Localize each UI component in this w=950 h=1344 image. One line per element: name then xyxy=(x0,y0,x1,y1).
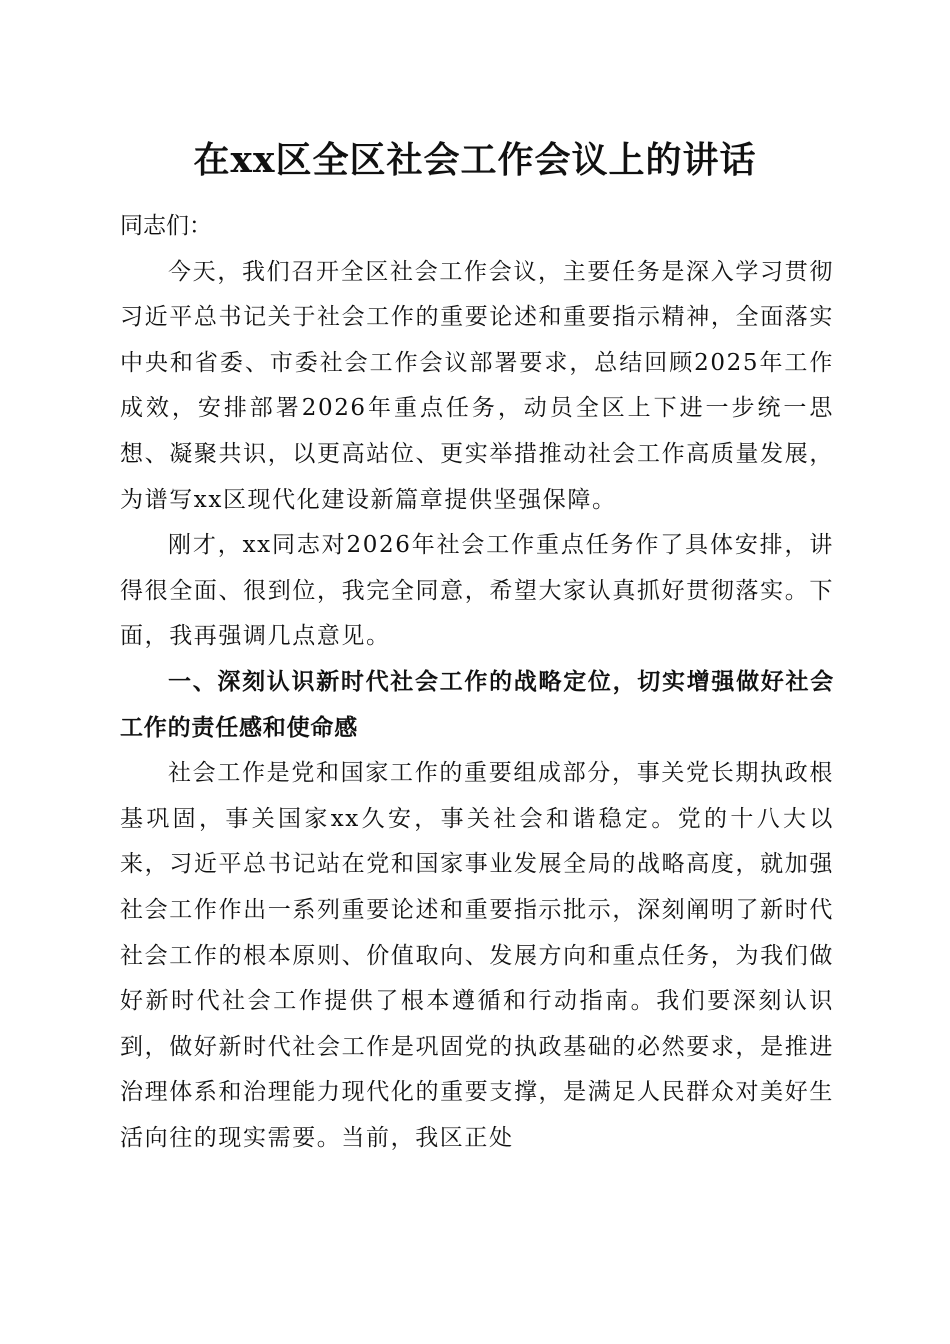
salutation: 同志们： xyxy=(120,213,212,239)
page-title: 在xx区全区社会工作会议上的讲话 xyxy=(193,139,757,181)
paragraph-opening: 今天，我们召开全区社会工作会议，主要任务是深入学习贯彻习近平总书记关于社会工作的重要论述和重要指示精神，全面落实中央和省委、市委社会工作会议部署要求，总结回顾2025年工作成效，安排部署2026年重点任务，动员全区上下进一步统一思想、凝聚共识，以更高站位、更实举措推动社会工作高质量发展，为谱写xx区现代化建设新篇章提供坚强保障。 xyxy=(120,258,834,513)
section-paragraph: 社会工作是党和国家工作的重要组成部分，事关党长期执政根基巩固，事关国家xx久安，事关社会和谐稳定。党的十八大以来，习近平总书记站在党和国家事业发展全局的战略高度，就加强社会工作作出一系列重要论述和重要指示批示，深刻阐明了新时代社会工作的根本原则、价值取向、发展方向和重点任务，为我们做好新时代社会工作提供了根本遵循和行动指南。我们要深刻认识到，做好新时代社会工作是巩固党的执政基础的必然要求，是推进治理体系和治理能力现代化的重要支撑，是满足人民群众对美好生活向往的现实需要。当前，我区正处 xyxy=(120,760,834,1151)
document-body xyxy=(120,204,834,1161)
section-heading: 一、深刻认识新时代社会工作的战略定位，切实增强做好社会工作的责任感和使命感 xyxy=(120,668,834,741)
paragraph-arrangement: 刚才，xx同志对2026年社会工作重点任务作了具体安排，讲得很全面、很到位，我完全同意，希望大家认真抓好贯彻落实。下面，我再强调几点意见。 xyxy=(120,532,834,650)
